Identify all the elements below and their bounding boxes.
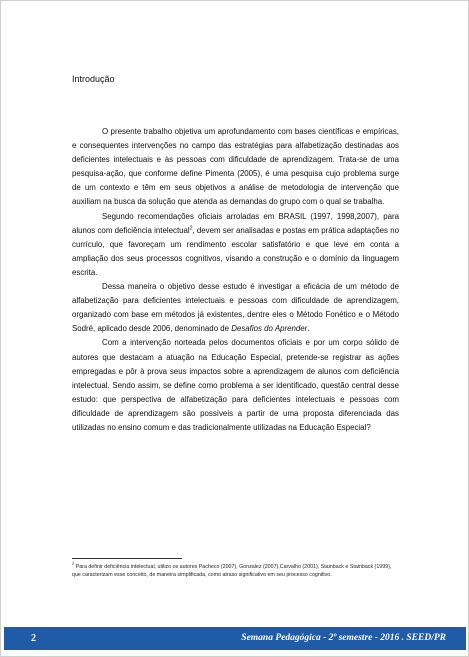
footnote-separator [72, 558, 182, 559]
footer-caption: Semana Pedagógica - 2º semestre - 2016 . SEED/PR [241, 633, 446, 643]
paragraph-2 [72, 210, 399, 280]
paragraph-3-text: Dessa maneira o objetivo desse estudo é investigar a eficácia de um método de alfabetização para deficientes intelectuais e pessoas com dificuldade de aprendizagem, organizado com base em métodos já existentes, dentre eles o Método Fonético e o Método Sodré, aplicado desde 2006, denominado de [72, 282, 399, 334]
paragraph-4: Com a intervenção norteada pelos documentos oficiais e por um corpo sólido de autores que destacam a atuação na Educação Especial, pretende-se registrar as ações empregadas e pôr à prova seus impactos sobre a aprendizagem de alunos com deficiência intelectual. Sendo assim, se define como problema a ser identificado, questão central desse estudo: que perspectiva de alfabetização para deficientes intelectuais e pessoas com dificuldade de aprendizagem são possíveis a partir de uma proposta diferenciada das utilizadas no ensino comum e das tradicionalmente utilizadas na Educação Especial? [72, 338, 399, 432]
footnote-text: Para definir deficiência intelectual, utilizo os autores Pacheco (2007), Gonzalez (2007),Carvalho (2001), Stainback e Stainback (1999), que caracterizam esse conceito, de maneira simplificada, como atraso significativo em seu processo cognitivo. [72, 564, 392, 579]
paragraph-2-text-cont: , devem ser analisadas e postas em prática adaptações no currículo, que favoreçam um rendimento escolar satisfatório e que leve em conta a ampliação dos seus processos cognitivos, visando a construção e o domínio da linguagem escrita. [72, 225, 399, 277]
page-footer [4, 627, 466, 650]
program-name: Desafios do Aprender [231, 324, 308, 334]
paragraph-1: O presente trabalho objetiva um aprofundamento com bases científicas e empíricas, e consequentes intervenções no campo das estratégias para alfabetização destinadas aos deficientes intelectuais e às pessoas com dificuldade de aprendizagem. Trata-se de uma pesquisa-ação, que conforme define Pimenta (2005), é uma pesquisa cujo problema surge de um contexto e têm em seus objetivos a análise de metodologia de intervenção que auxiliam na busca da solução que atenda as demandas do grupo com o qual se trabalha. [72, 127, 399, 207]
paragraph-3-end: . [307, 324, 310, 334]
paragraph-2-text: Segundo recomendações oficiais arroladas em BRASIL (1997, 1998,2007), para alunos com deficiência intelectual [72, 211, 399, 235]
paragraph-3 [72, 280, 399, 336]
footnote-marker: 2 [72, 561, 75, 567]
body-text [72, 125, 399, 435]
footnote-reference: 2 [189, 225, 193, 232]
section-heading: Introdução [72, 74, 115, 84]
page-number: 2 [31, 633, 36, 644]
footnote [72, 563, 399, 580]
